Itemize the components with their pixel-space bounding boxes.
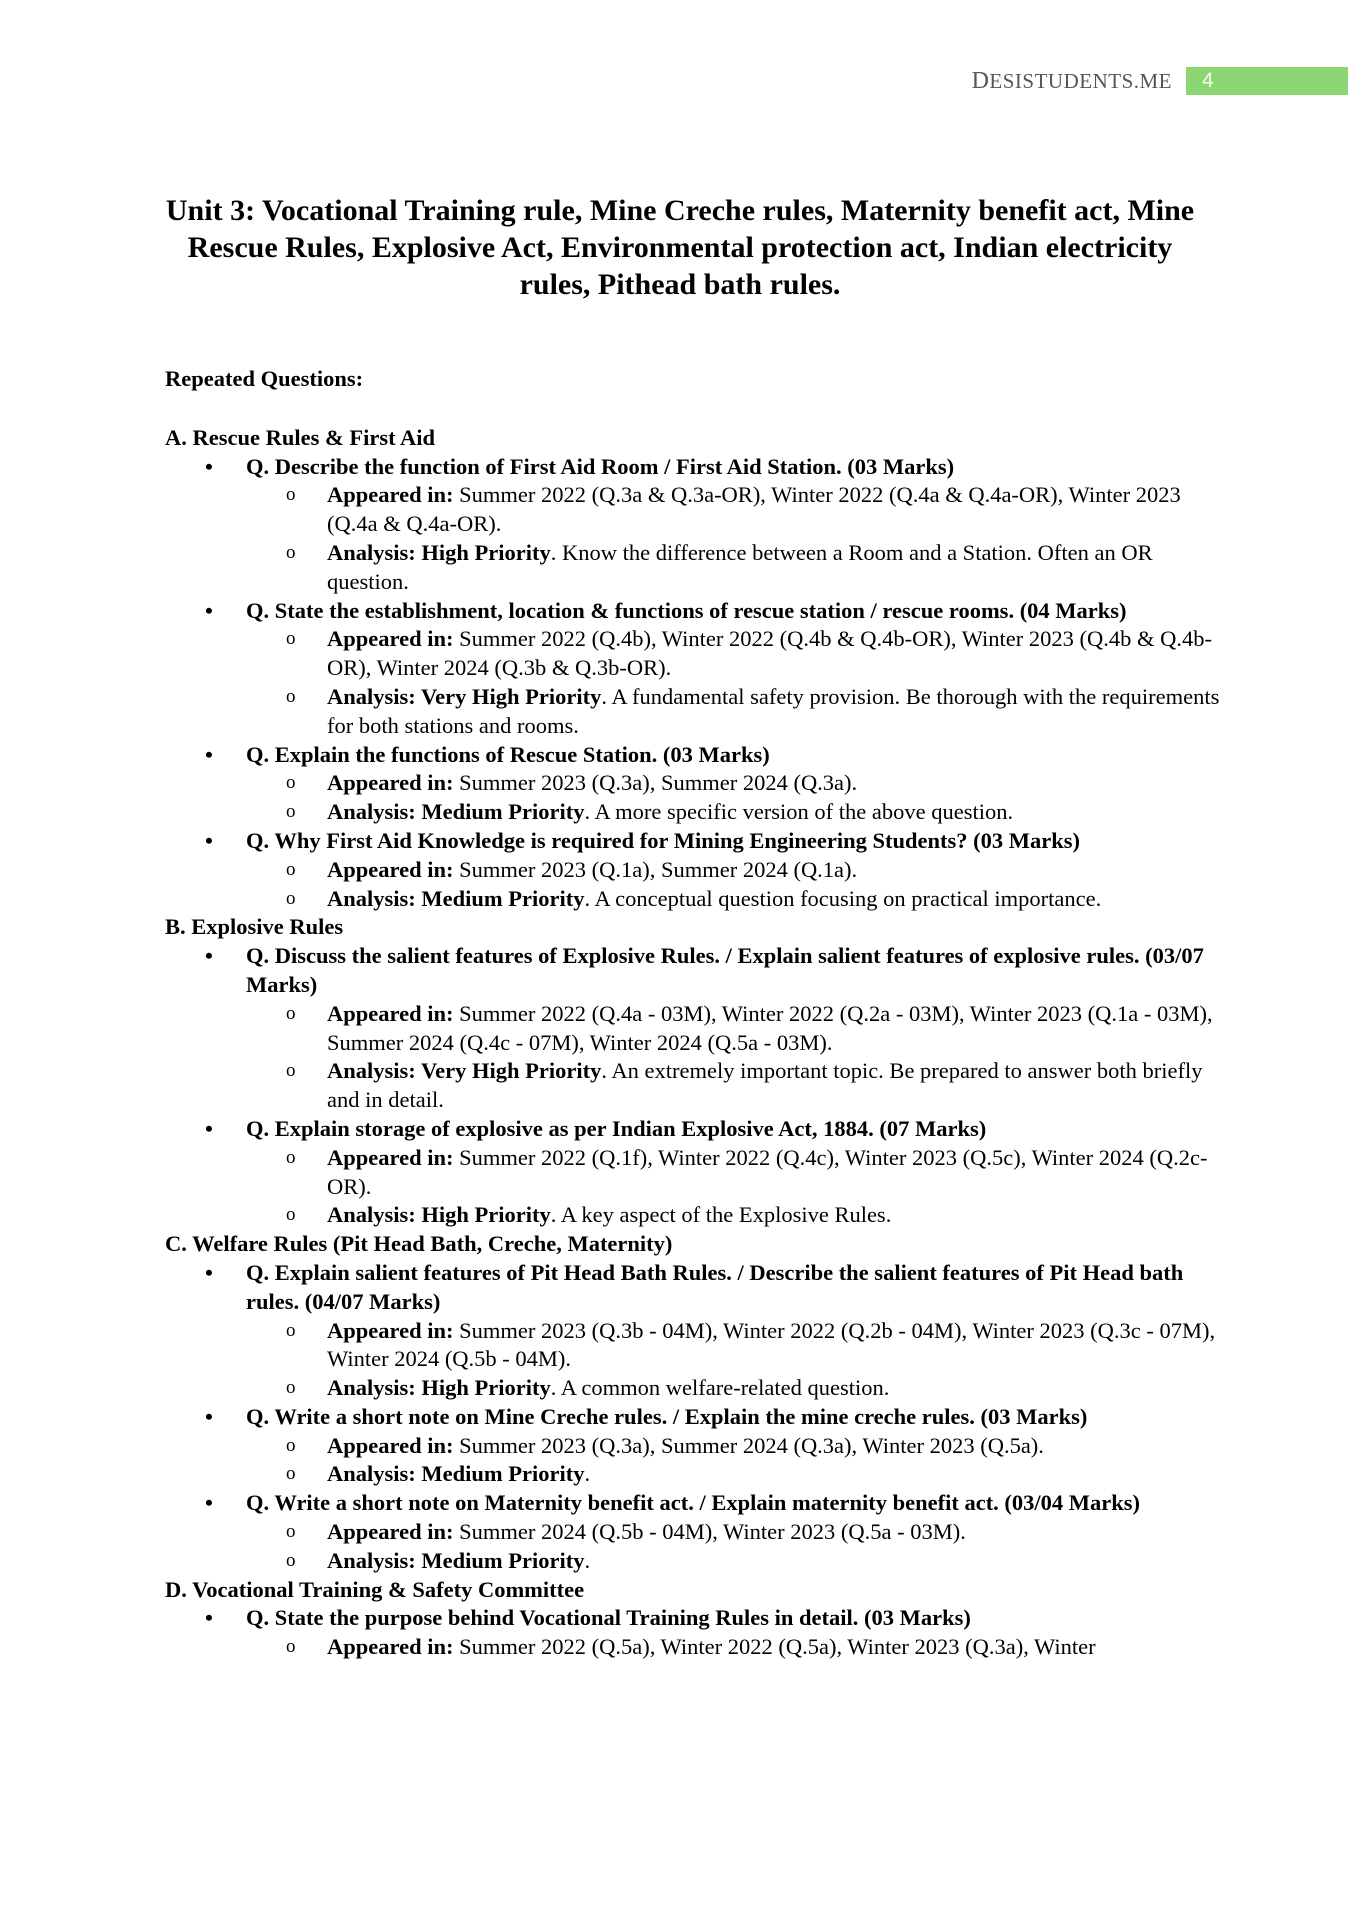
appeared-value: Summer 2023 (Q.1a), Summer 2024 (Q.1a).	[453, 856, 858, 882]
question-list	[165, 453, 1225, 914]
analysis-note: . A key aspect of the Explosive Rules.	[550, 1202, 892, 1228]
appeared-label: Appeared in:	[327, 856, 454, 882]
appeared-in	[246, 1633, 1225, 1662]
analysis-label: Analysis: Medium Priority	[327, 885, 585, 911]
appeared-value: Summer 2024 (Q.5b - 04M), Winter 2023 (Q.5a - 03M).	[453, 1519, 966, 1545]
question-list	[165, 1604, 1225, 1662]
question-details	[246, 481, 1225, 596]
question-details	[246, 1144, 1225, 1230]
appeared-value: Summer 2023 (Q.3a), Summer 2024 (Q.3a).	[453, 770, 858, 796]
analysis	[246, 1057, 1225, 1115]
question-item	[165, 942, 1225, 1115]
question-text: Q. Why First Aid Knowledge is required for Mining Engineering Students? (03 Marks)	[246, 827, 1081, 853]
appeared-label: Appeared in:	[327, 1317, 454, 1343]
question-details	[246, 769, 1225, 827]
analysis-label: Analysis: High Priority	[327, 539, 551, 565]
section-title: B. Explosive Rules	[165, 914, 344, 940]
section-title: C. Welfare Rules (Pit Head Bath, Creche, Maternity)	[165, 1231, 673, 1257]
question-item	[165, 1403, 1225, 1489]
analysis-label: Analysis: Very High Priority	[327, 683, 602, 709]
page-header	[972, 66, 1358, 96]
question-text: Q. Discuss the salient features of Explosive Rules. / Explain salient features of explosive rules. (03/07 Marks)	[246, 943, 1204, 997]
section	[165, 1230, 1225, 1576]
question-text: Q. Describe the function of First Aid Room / First Aid Station. (03 Marks)	[246, 453, 955, 479]
analysis	[246, 1374, 1225, 1403]
analysis-label: Analysis: Medium Priority	[327, 1547, 585, 1573]
appeared-label: Appeared in:	[327, 1000, 454, 1026]
site-name-initial: D	[971, 67, 990, 94]
question-item	[165, 1259, 1225, 1403]
question-text: Q. Explain salient features of Pit Head Bath Rules. / Describe the salient features of Pit Head bath rules. (04/07 Marks)	[246, 1259, 1184, 1314]
appeared-label: Appeared in:	[327, 1519, 454, 1545]
appeared-in	[246, 769, 1225, 798]
appeared-value: Summer 2023 (Q.3a), Summer 2024 (Q.3a), Winter 2023 (Q.5a).	[453, 1432, 1044, 1458]
analysis	[246, 683, 1225, 741]
question-text: Q. Write a short note on Maternity benefit act. / Explain maternity benefit act. (03/04 Marks)	[246, 1490, 1141, 1516]
question-details	[246, 1432, 1225, 1490]
analysis	[246, 1460, 1225, 1489]
appeared-label: Appeared in:	[327, 770, 454, 796]
question-text: Q. Write a short note on Mine Creche rules. / Explain the mine creche rules. (03 Marks)	[246, 1403, 1088, 1429]
appeared-label: Appeared in:	[327, 1432, 454, 1458]
appeared-in	[246, 856, 1225, 885]
analysis-note: . A more specific version of the above question.	[584, 799, 1014, 825]
document-body	[165, 365, 1225, 1662]
analysis	[246, 1201, 1225, 1230]
section	[165, 424, 1225, 914]
question-details	[246, 1633, 1225, 1662]
question-details	[246, 625, 1225, 740]
question-item	[165, 1115, 1225, 1230]
appeared-value: Summer 2022 (Q.1f), Winter 2022 (Q.4c), Winter 2023 (Q.5c), Winter 2024 (Q.2c-OR).	[327, 1144, 1208, 1199]
appeared-in	[246, 1317, 1225, 1375]
appeared-in	[246, 1432, 1225, 1461]
analysis	[246, 1547, 1225, 1576]
section	[165, 1576, 1225, 1662]
analysis-label: Analysis: High Priority	[327, 1202, 551, 1228]
appeared-label: Appeared in:	[327, 482, 454, 508]
appeared-in	[246, 481, 1225, 539]
appeared-in	[246, 625, 1225, 683]
analysis-note: . A common welfare-related question.	[550, 1375, 890, 1401]
question-text: Q. Explain storage of explosive as per Indian Explosive Act, 1884. (07 Marks)	[246, 1115, 987, 1141]
question-text: Q. State the purpose behind Vocational Training Rules in detail. (03 Marks)	[246, 1605, 971, 1631]
analysis	[246, 798, 1225, 827]
section-title: D. Vocational Training & Safety Committee	[165, 1576, 585, 1602]
analysis-label: Analysis: High Priority	[327, 1375, 551, 1401]
appeared-in	[246, 1518, 1225, 1547]
question-item	[165, 1489, 1225, 1575]
analysis-label: Analysis: Medium Priority	[327, 1461, 585, 1487]
appeared-label: Appeared in:	[327, 1144, 454, 1170]
question-item	[165, 453, 1225, 597]
question-item	[165, 597, 1225, 741]
analysis-note: . A conceptual question focusing on practical importance.	[584, 885, 1102, 911]
analysis-label: Analysis: Very High Priority	[327, 1058, 602, 1084]
question-list	[165, 942, 1225, 1230]
analysis-label: Analysis: Medium Priority	[327, 799, 585, 825]
section	[165, 913, 1225, 1230]
question-text: Q. State the establishment, location & functions of rescue station / rescue rooms. (04 Marks)	[246, 597, 1127, 623]
question-details	[246, 856, 1225, 914]
analysis-note: .	[584, 1547, 591, 1573]
appeared-value: Summer 2023 (Q.3b - 04M), Winter 2022 (Q.2b - 04M), Winter 2023 (Q.3c - 07M), Winter 2024 (Q.5b - 04M).	[327, 1317, 1216, 1372]
question-item	[165, 741, 1225, 827]
appeared-value: Summer 2022 (Q.3a & Q.3a-OR), Winter 2022 (Q.4a & Q.4a-OR), Winter 2023 (Q.4a & Q.4a-OR).	[327, 482, 1181, 537]
appeared-label: Appeared in:	[327, 1634, 454, 1660]
unit-title: Unit 3: Vocational Training rule, Mine Creche rules, Maternity benefit act, Mine Rescue Rules, Explosive Act, Environmental protection act, Indian electricity rules, Pithead bath rules.	[165, 194, 1195, 301]
question-item	[165, 827, 1225, 913]
appeared-in	[246, 1000, 1225, 1058]
analysis	[246, 885, 1225, 914]
repeated-questions-heading: Repeated Questions:	[165, 366, 364, 391]
question-text: Q. Explain the functions of Rescue Station. (03 Marks)	[246, 741, 770, 767]
site-name	[972, 68, 1172, 95]
appeared-in	[246, 1144, 1225, 1202]
section-title: A. Rescue Rules & First Aid	[165, 424, 435, 450]
appeared-label: Appeared in:	[327, 626, 454, 652]
page-number-box	[1186, 67, 1348, 95]
sections-container	[165, 424, 1225, 1662]
analysis-note: . An extremely important topic. Be prepared to answer both briefly and in detail.	[327, 1058, 1203, 1113]
appeared-value: Summer 2022 (Q.4b), Winter 2022 (Q.4b & Q.4b-OR), Winter 2023 (Q.4b & Q.4b-OR), Winter 2024 (Q.3b & Q.3b-OR).	[327, 626, 1213, 681]
question-item	[165, 1604, 1225, 1662]
question-details	[246, 1000, 1225, 1115]
page-number: 4	[1202, 69, 1214, 92]
analysis	[246, 539, 1225, 597]
appeared-value: Summer 2022 (Q.4a - 03M), Winter 2022 (Q.2a - 03M), Winter 2023 (Q.1a - 03M), Summer 2024 (Q.4c - 07M), Winter 2024 (Q.5a - 03M).	[327, 1000, 1213, 1055]
question-list	[165, 1259, 1225, 1576]
site-name-rest: ESISTUDENTS.ME	[989, 68, 1172, 93]
analysis-note: .	[584, 1461, 591, 1487]
analysis-note: . Know the difference between a Room and a Station. Often an OR question.	[327, 539, 1153, 594]
question-details	[246, 1317, 1225, 1403]
analysis-note: . A fundamental safety provision. Be thorough with the requirements for both stations and rooms.	[327, 683, 1220, 738]
question-details	[246, 1518, 1225, 1576]
appeared-value: Summer 2022 (Q.5a), Winter 2022 (Q.5a), Winter 2023 (Q.3a), Winter	[453, 1634, 1096, 1660]
